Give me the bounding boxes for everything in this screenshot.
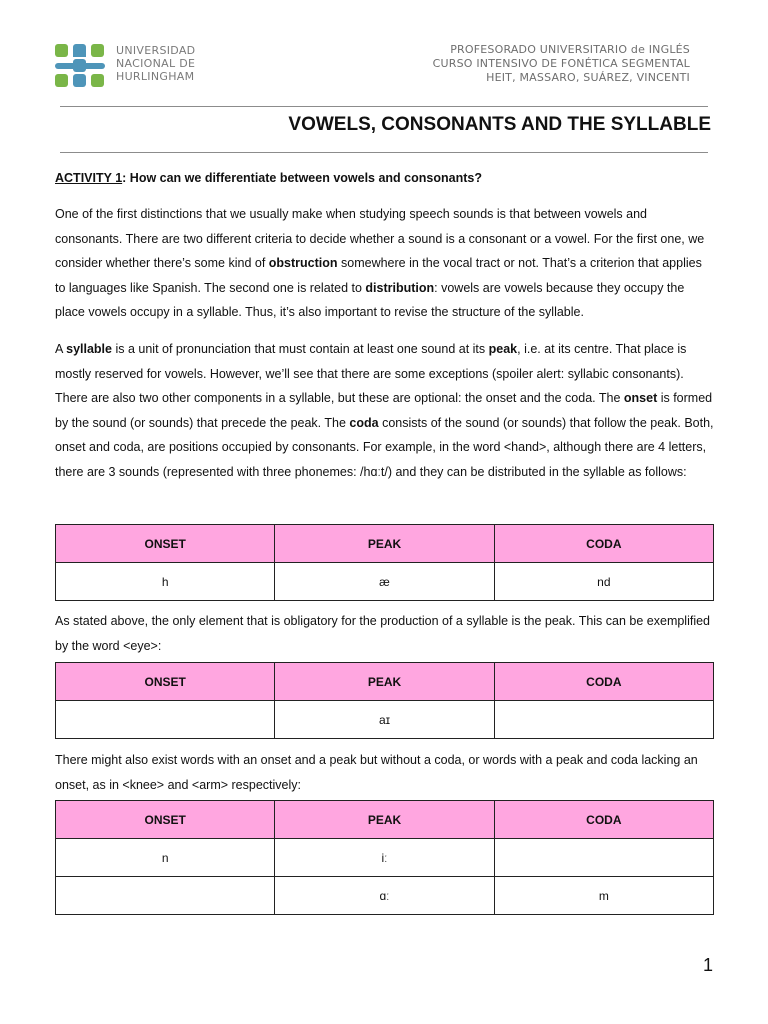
bold-term: onset xyxy=(623,391,658,405)
cell-onset xyxy=(56,701,275,739)
syllable-table-knee-arm xyxy=(55,800,714,915)
bold-term: coda xyxy=(349,415,379,430)
table-header-row xyxy=(56,801,714,839)
course-name: CURSO INTENSIVO DE FONÉTICA SEGMENTAL xyxy=(432,57,690,70)
syllable-table-hand xyxy=(55,524,714,601)
table-row xyxy=(56,701,714,739)
paragraph-distinctions xyxy=(55,202,715,325)
university-logo xyxy=(55,44,195,87)
paragraph-obligatory-peak: As stated above, the only element that is obligatory for the production of a syllable is the peak. This can be exemplified by the word <eye>: xyxy=(55,614,711,653)
cell-coda: nd xyxy=(494,563,713,601)
table-row xyxy=(56,877,714,915)
header-peak: PEAK xyxy=(275,663,494,701)
cell-peak: ɑː xyxy=(275,877,494,915)
table-header-row xyxy=(56,525,714,563)
table-row xyxy=(56,839,714,877)
cell-coda xyxy=(494,701,713,739)
course-header xyxy=(433,43,690,85)
logo-line: HURLINGHAM xyxy=(116,70,195,83)
course-authors: HEIT, MASSARO, SUÁREZ, VINCENTI xyxy=(486,71,690,84)
cell-coda: m xyxy=(494,877,713,915)
course-program: PROFESORADO UNIVERSITARIO de INGLÉS xyxy=(450,43,690,56)
text-run: consists of the sound (or sounds) that follow the peak. Both, onset and coda, are positions occupied by consonants. For example, in the word <hand>, although there are 4 letters, there are 3 sounds (represented with three phonemes: /hɑːt/) and they can be distributed in the syllable as follows: xyxy=(55,415,714,479)
header-onset: ONSET xyxy=(56,801,275,839)
header-divider-bottom xyxy=(60,152,708,153)
text-run: One of the first distinctions that we usually make when studying speech sounds is that between vowels and consonants. There are two different criteria to decide whether a sound is a consonant or a vowel. For the first one, we consider whether there’s some kind of xyxy=(55,207,705,270)
header-coda: CODA xyxy=(494,801,713,839)
page-title: VOWELS, CONSONANTS AND THE SYLLABLE xyxy=(288,114,711,135)
logo-line: NACIONAL DE xyxy=(116,57,196,70)
header-coda: CODA xyxy=(494,663,713,701)
header-onset: ONSET xyxy=(56,525,275,563)
header-peak: PEAK xyxy=(275,525,494,563)
header-coda: CODA xyxy=(494,525,713,563)
header-onset: ONSET xyxy=(56,663,275,701)
university-name xyxy=(116,44,195,83)
cell-onset: n xyxy=(56,839,275,877)
paragraph-syllable xyxy=(55,337,715,484)
header-divider-top xyxy=(60,106,708,107)
header-peak: PEAK xyxy=(275,801,494,839)
table-row xyxy=(56,563,714,601)
cell-onset xyxy=(56,877,275,915)
activity-question: How can we differentiate between vowels and consonants? xyxy=(129,171,482,185)
bold-term: peak xyxy=(488,342,518,356)
activity-label: ACTIVITY 1 xyxy=(55,171,123,185)
bold-term: syllable xyxy=(66,342,112,356)
cell-peak: æ xyxy=(275,563,494,601)
activity-separator: : xyxy=(122,171,130,185)
text-run: : vowels are vowels because they occupy the place vowels occupy in a syllable. Thus, it’s also important to revise the structure of the syllable. xyxy=(55,280,685,319)
text-run: , i.e. at its centre. That place is mostly reserved for vowels. However, we’ll see that there are some exceptions (spoiler alert: syllabic consonants). There are also two other components in a syllable, but these are optional: the onset and the coda. The xyxy=(55,342,687,405)
bold-term: obstruction xyxy=(268,256,338,270)
cell-peak: iː xyxy=(275,839,494,877)
cell-onset: h xyxy=(56,563,275,601)
cell-coda xyxy=(494,839,713,877)
syllable-table-eye xyxy=(55,662,714,739)
cell-peak: aɪ xyxy=(275,701,494,739)
page-number: 1 xyxy=(702,955,713,975)
activity-heading xyxy=(55,166,715,191)
bold-term: distribution xyxy=(365,280,435,295)
text-run: is formed by the sound (or sounds) that precede the peak. The xyxy=(55,391,713,430)
paragraph-onset-coda-examples: There might also exist words with an onset and a peak but without a coda, or words with a peak and coda lacking an onset, as in <knee> and <arm> respectively: xyxy=(55,753,698,792)
university-logo-mark-icon xyxy=(55,44,105,87)
text-run: A xyxy=(55,342,67,356)
logo-line: UNIVERSIDAD xyxy=(116,44,196,57)
text-run: is a unit of pronunciation that must contain at least one sound at its xyxy=(112,342,489,356)
table-header-row xyxy=(56,663,714,701)
text-run: somewhere in the vocal tract or not. That’s a criterion that applies to languages like Spanish. The second one is related to xyxy=(55,256,702,295)
